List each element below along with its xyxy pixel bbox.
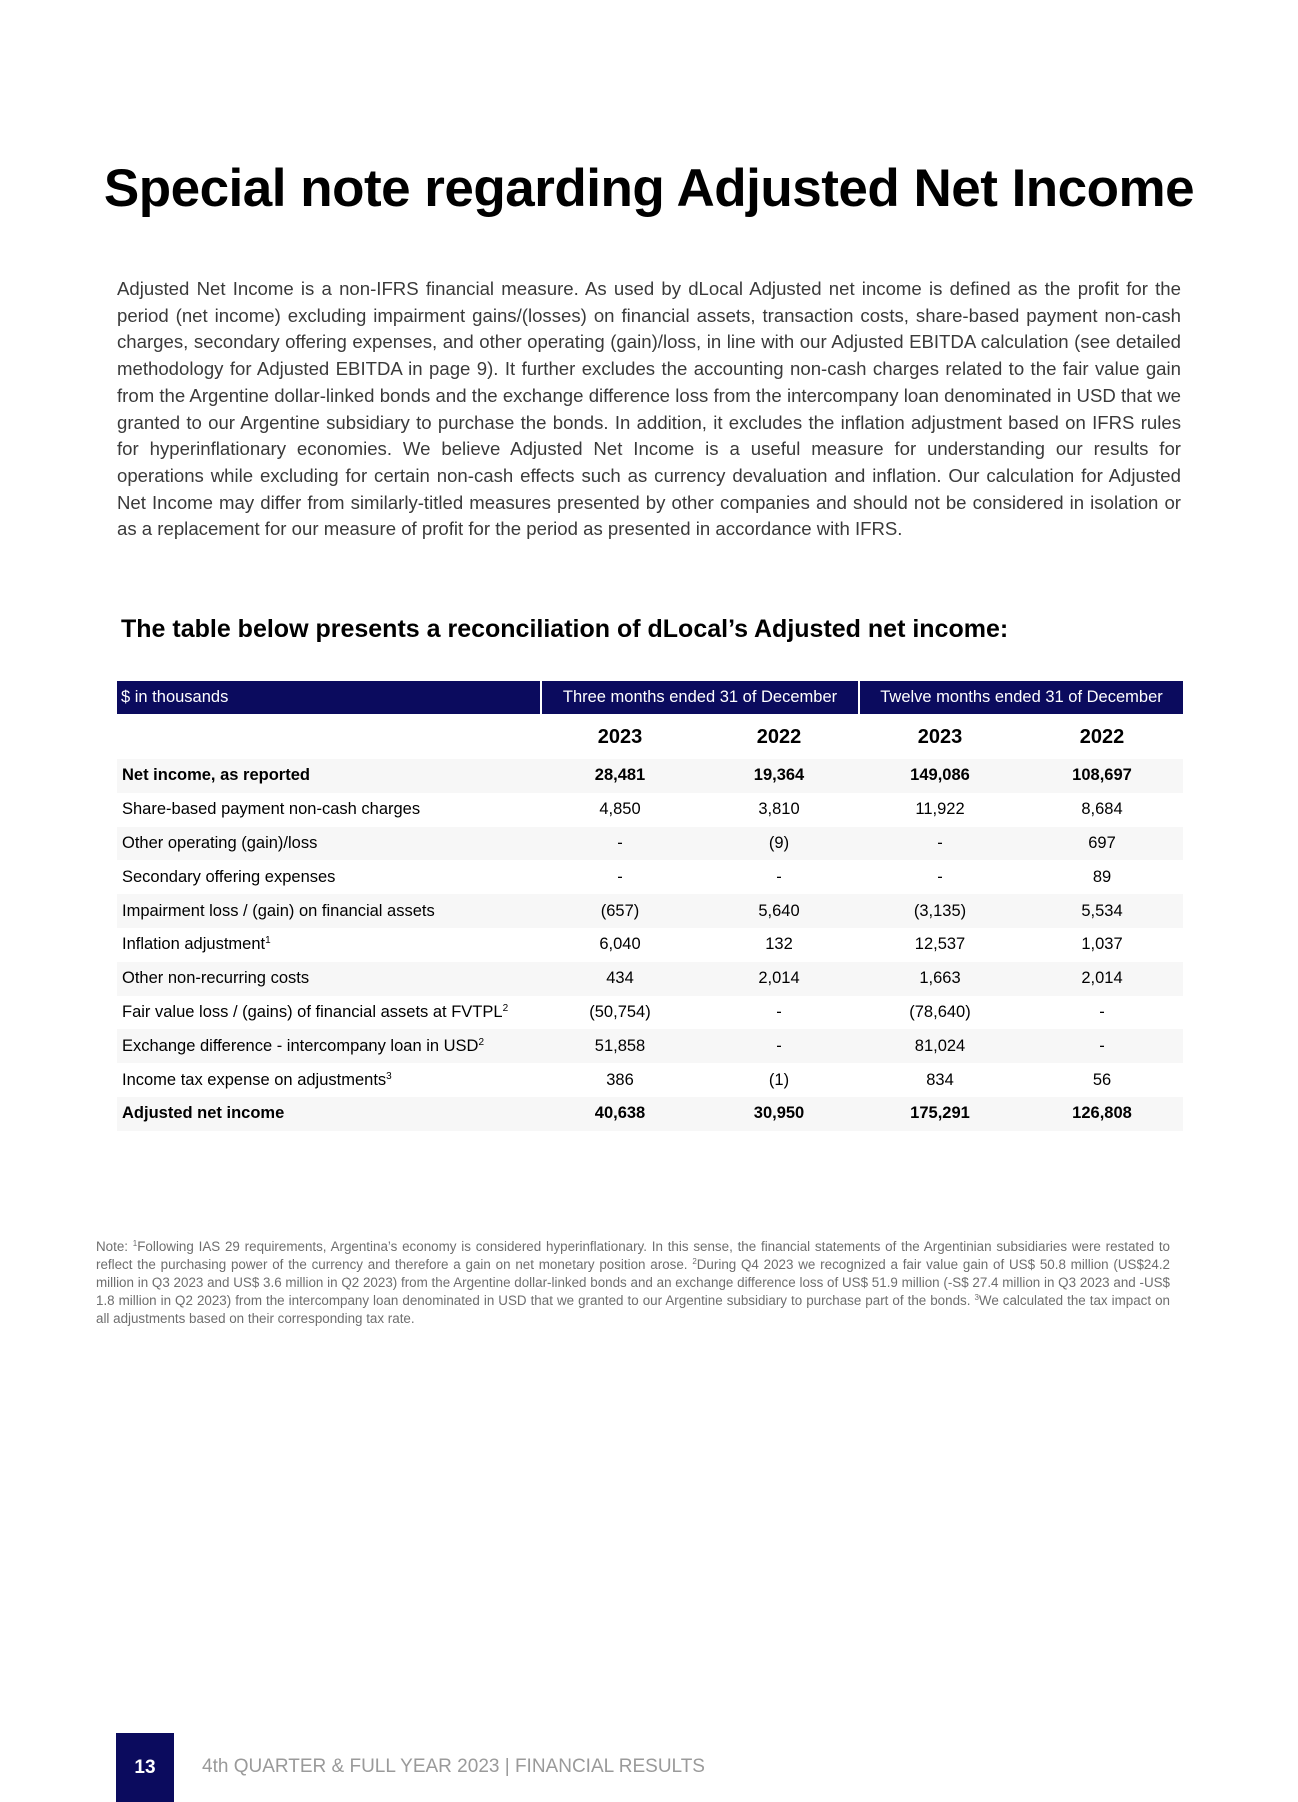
row-value: 51,858 [541,1029,699,1063]
footnote-prefix: Note: [96,1239,133,1254]
row-value: 8,684 [1021,793,1183,827]
row-value: 11,922 [859,793,1021,827]
row-label [117,1063,541,1097]
row-value: - [699,860,859,894]
intro-paragraph: Adjusted Net Income is a non-IFRS financial measure. As used by dLocal Adjusted net income is defined as the profit for the period (net income) excluding impairment gains/(losses) on financial assets, transaction costs, share-based payment non-cash charges, secondary offering expenses, and other operating (gain)/loss, in line with our Adjusted EBITDA calculation (see detailed methodology for Adjusted EBITDA in page 9). It further excludes the accounting non-cash charges related to the fair value gain from the Argentine dollar-linked bonds and the exchange difference loss from the intercompany loan denominated in USD that we granted to our Argentine subsidiary to purchase the bonds. In addition, it excludes the inflation adjustment based on IFRS rules for hyperinflationary economies. We believe Adjusted Net Income is a useful measure for understanding our results for operations while excluding for certain non-cash effects such as currency devaluation and inflation. Our calculation for Adjusted Net Income may differ from similarly-titled measures presented by other companies and should not be considered in isolation or as a replacement for our measure of profit for the period as presented in accordance with IFRS. [117,278,1181,540]
row-label-text: Fair value loss / (gains) of financial assets at FVTPL [122,1002,503,1021]
unit-header: $ in thousands [117,681,541,714]
row-value: 108,697 [1021,759,1183,793]
table-row [117,1097,1183,1131]
row-value: 40,638 [541,1097,699,1131]
row-label-text: Adjusted net income [122,1104,285,1123]
row-value: 4,850 [541,793,699,827]
table-row [117,860,1183,894]
row-value: 6,040 [541,928,699,962]
footnote [96,1238,1170,1328]
row-value: 81,024 [859,1029,1021,1063]
footnote-marker: 1 [132,1239,138,1248]
footnote-reference: 3 [386,1070,392,1082]
table-row [117,827,1183,861]
row-value: 5,534 [1021,894,1183,928]
footnote-marker: 3 [974,1293,979,1302]
footnote-reference: 1 [265,935,271,947]
row-label-text: Inflation adjustment [122,935,266,954]
row-value: - [859,860,1021,894]
page-title: Special note regarding Adjusted Net Income [103,159,1195,218]
row-value: 834 [859,1063,1021,1097]
row-value: - [859,827,1021,861]
row-label-text: Net income, as reported [122,766,310,785]
table-row [117,793,1183,827]
row-value: (50,754) [541,996,699,1030]
row-value: 2,014 [699,962,859,996]
row-label-text: Other non-recurring costs [122,969,310,988]
row-label [117,1029,541,1063]
row-label [117,996,541,1030]
year-header-row [117,714,1183,759]
row-value: - [541,827,699,861]
row-label [117,827,541,861]
row-label [117,962,541,996]
row-value: (9) [699,827,859,861]
row-label-text: Secondary offering expenses [122,867,336,886]
year-header: 2022 [1079,725,1125,748]
footnote-text: Following IAS 29 requirements, Argentina’s economy is considered hyperinflationary. In this sense, the financial statements of the Argentinian subsidiaries were restated to reflect the purchasing power of the currency and therefore a gain on net monetary position arose. [96,1239,1170,1272]
row-value: 175,291 [859,1097,1021,1131]
row-label [117,860,541,894]
row-label [117,894,541,928]
row-value: 386 [541,1063,699,1097]
row-value: - [1021,996,1183,1030]
footnote-text: We calculated the tax impact on all adjustments based on their corresponding tax rate. [96,1293,1170,1326]
row-value: 1,037 [1021,928,1183,962]
row-value: 149,086 [859,759,1021,793]
page-number: 13 [116,1733,174,1802]
row-value: (1) [699,1063,859,1097]
row-label-text: Income tax expense on adjustments [122,1070,387,1089]
row-label-text: Share-based payment non-cash charges [122,800,421,819]
row-label [117,928,541,962]
table-row [117,1063,1183,1097]
table-header-row [117,681,1183,714]
row-value: - [699,996,859,1030]
row-label-text: Other operating (gain)/loss [122,833,318,852]
row-value: 89 [1021,860,1183,894]
row-value: 19,364 [699,759,859,793]
row-value: - [699,1029,859,1063]
row-value: 1,663 [859,962,1021,996]
year-header: 2022 [756,725,802,748]
year-header-spacer [117,714,541,759]
row-value: 5,640 [699,894,859,928]
row-label [117,759,541,793]
row-label [117,793,541,827]
table-body [117,759,1183,1131]
row-value: 697 [1021,827,1183,861]
row-value: 3,810 [699,793,859,827]
year-header: 2023 [597,725,643,748]
row-value: 126,808 [1021,1097,1183,1131]
row-value: 132 [699,928,859,962]
row-value: 28,481 [541,759,699,793]
year-header: 2023 [917,725,963,748]
footnote-reference: 2 [502,1002,509,1014]
three-months-header: Three months ended 31 of December [541,681,859,714]
reconciliation-table [117,681,1183,1131]
row-value: 56 [1021,1063,1183,1097]
twelve-months-header: Twelve months ended 31 of December [859,681,1183,714]
row-value: (78,640) [859,996,1021,1030]
table-row [117,1029,1183,1063]
row-label [117,1097,541,1131]
row-label-text: Impairment loss / (gain) on financial assets [122,901,435,920]
table-row [117,962,1183,996]
row-value: 2,014 [1021,962,1183,996]
table-title: The table below presents a reconciliation of dLocal’s Adjusted net income: [121,615,1009,643]
row-value: (657) [541,894,699,928]
row-value: - [1021,1029,1183,1063]
footnote-reference: 2 [478,1036,485,1048]
table-row [117,928,1183,962]
row-value: 12,537 [859,928,1021,962]
row-value: (3,135) [859,894,1021,928]
footer-text: 4th QUARTER & FULL YEAR 2023 | FINANCIAL RESULTS [202,1756,705,1777]
footnote-text: During Q4 2023 we recognized a fair value gain of US$ 50.8 million (US$24.2 million in Q3 2023 and US$ 3.6 million in Q2 2023) from the Argentine dollar-linked bonds and an exchange difference loss of US$ 51.9 million (-S$ 27.4 million in Q3 2023 and -US$ 1.8 million in Q2 2023) from the intercompany loan denominated in USD that we granted to our Argentine subsidiary to purchase part of the bonds. [96,1257,1170,1308]
row-label-text: Exchange difference - intercompany loan in USD [122,1036,479,1055]
table-row [117,759,1183,793]
row-value: - [541,860,699,894]
table-row [117,996,1183,1030]
table-row [117,894,1183,928]
row-value: 434 [541,962,699,996]
footnote-marker: 2 [692,1257,697,1266]
row-value: 30,950 [699,1097,859,1131]
